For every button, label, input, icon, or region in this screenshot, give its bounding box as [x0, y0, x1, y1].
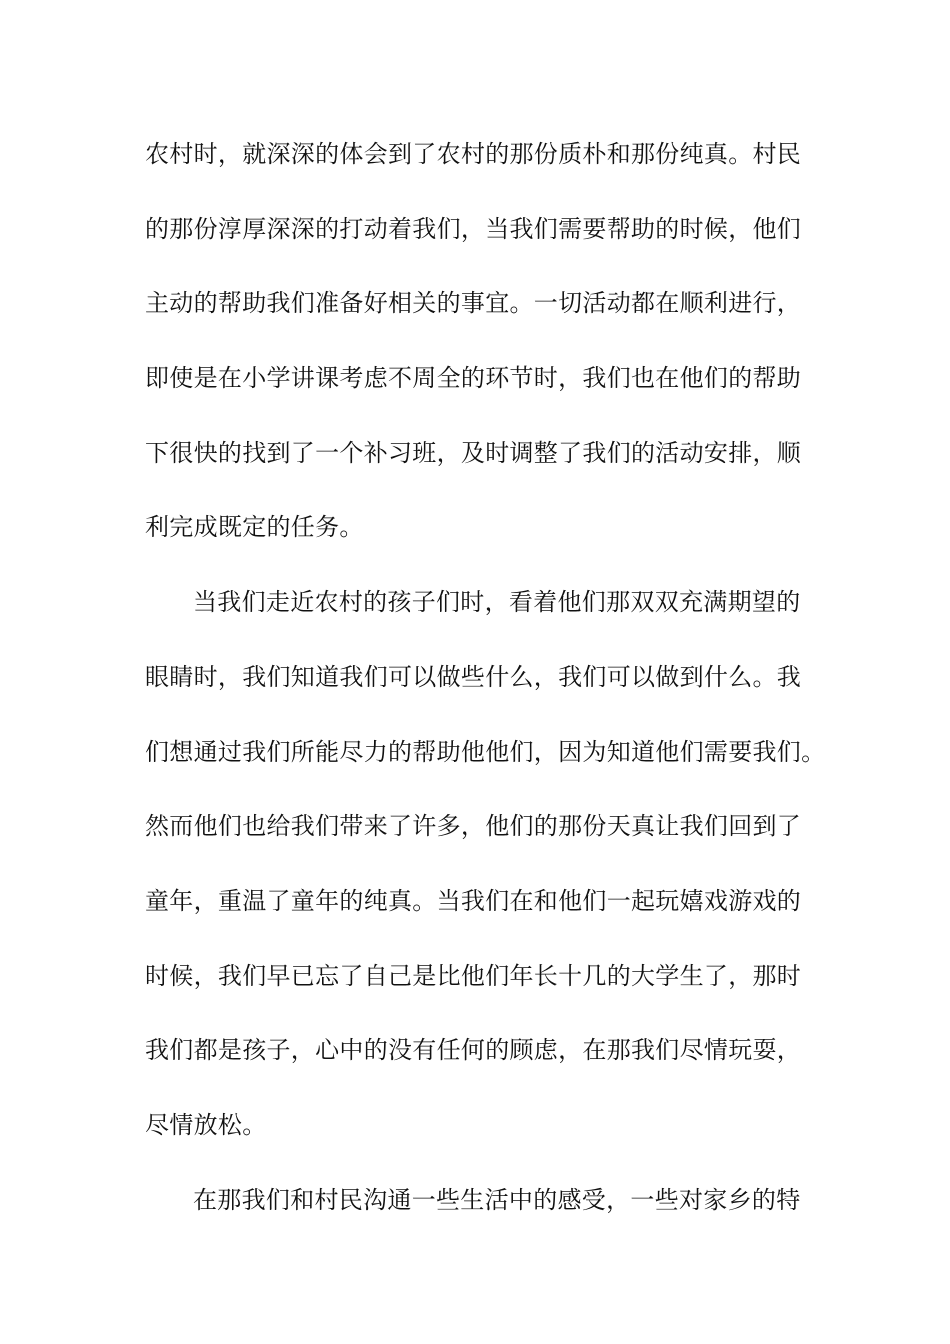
text-line-paragraph-start: 当我们走近农村的孩子们时，看着他们那双双充满期望的 [193, 588, 801, 617]
text-line: 然而他们也给我们带来了许多，他们的那份天真让我们回到了 [145, 812, 802, 841]
text-line: 时候，我们早已忘了自己是比他们年长十几的大学生了，那时 [145, 961, 802, 990]
text-line: 农村时，就深深的体会到了农村的那份质朴和那份纯真。村民 [145, 140, 802, 168]
text-line: 主动的帮助我们准备好相关的事宜。一切活动都在顺利进行， [145, 289, 802, 318]
text-line: 利完成既定的任务。 [145, 513, 364, 542]
text-line: 的那份淳厚深深的打动着我们，当我们需要帮助的时候，他们 [145, 214, 802, 243]
text-line: 即使是在小学讲课考虑不周全的环节时，我们也在他们的帮助 [145, 364, 802, 393]
body-text [145, 127, 835, 1247]
text-line: 童年，重温了童年的纯真。当我们在和他们一起玩嬉戏游戏的 [145, 886, 802, 915]
text-line: 们想通过我们所能尽力的帮助他他们，因为知道他们需要我们。 [145, 737, 826, 766]
text-line: 眼睛时，我们知道我们可以做些什么，我们可以做到什么。我 [145, 662, 802, 691]
text-line-paragraph-start: 在那我们和村民沟通一些生活中的感受，一些对家乡的特 [193, 1185, 801, 1214]
text-line: 我们都是孩子，心中的没有任何的顾虑，在那我们尽情玩耍， [145, 1036, 802, 1065]
text-line: 尽情放松。 [145, 1110, 267, 1139]
text-line: 下很快的找到了一个补习班，及时调整了我们的活动安排，顺 [145, 438, 802, 467]
